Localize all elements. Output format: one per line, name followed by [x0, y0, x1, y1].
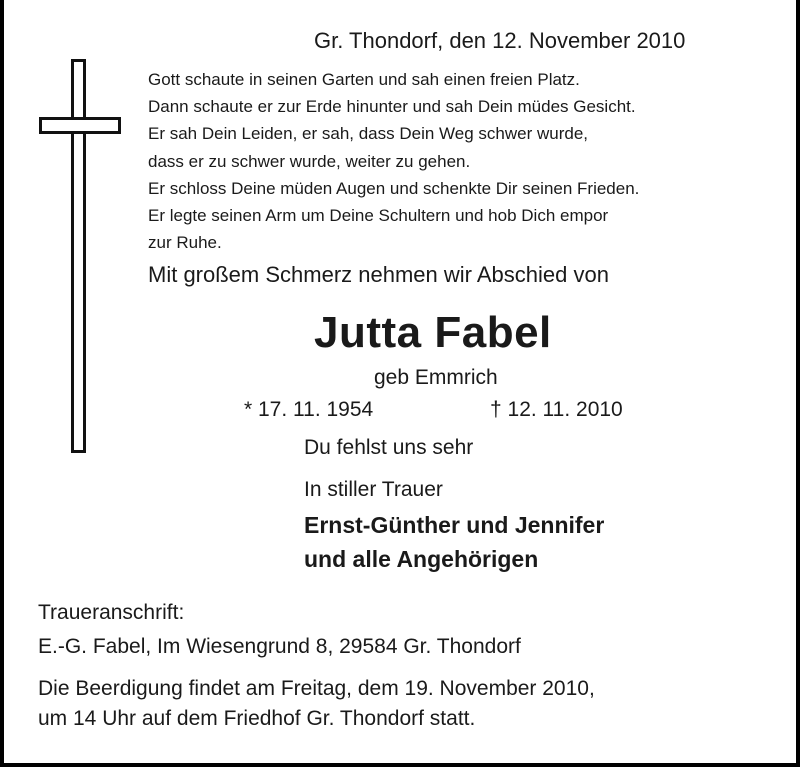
death-date: † 12. 11. 2010: [490, 398, 623, 421]
address-label: Traueranschrift:: [38, 601, 185, 624]
maiden-name: geb Emmrich: [374, 366, 498, 389]
funeral-info: [38, 674, 595, 734]
funeral-line: um 14 Uhr auf dem Friedhof Gr. Thondorf statt.: [38, 707, 476, 730]
funeral-line: Die Beerdigung findet am Freitag, dem 19. November 2010,: [38, 677, 595, 700]
poem-line: Gott schaute in seinen Garten und sah einen freien Platz.: [148, 70, 580, 89]
mourning-address: E.-G. Fabel, Im Wiesengrund 8, 29584 Gr. Thondorf: [38, 635, 521, 658]
mourner-line: und alle Angehörigen: [304, 546, 539, 572]
farewell-text: Mit großem Schmerz nehmen wir Abschied von: [148, 262, 609, 287]
miss-you-text: Du fehlst uns sehr: [304, 436, 474, 459]
poem-line: Er legte seinen Arm um Deine Schultern und hob Dich empor: [148, 206, 609, 226]
deceased-name: Jutta Fabel: [314, 308, 552, 357]
mourners-list: [304, 508, 604, 576]
poem-line: Er sah Dein Leiden, er sah, dass Dein Weg schwer wurde,: [148, 124, 589, 144]
poem-line: zur Ruhe.: [148, 233, 222, 253]
poem-line: dass er zu schwer wurde, weiter zu gehen.: [148, 151, 471, 171]
mourner-line: Ernst-Günther und Jennifer: [304, 512, 605, 538]
birth-date: * 17. 11. 1954: [244, 398, 374, 421]
poem-line: Dann schaute er zur Erde hinunter und sah Dein müdes Gesicht.: [148, 97, 636, 117]
place-date: Gr. Thondorf, den 12. November 2010: [314, 28, 686, 53]
mourning-intro: In stiller Trauer: [304, 478, 443, 501]
poem: [148, 66, 639, 256]
poem-line: Er schloss Deine müden Augen und schenkte Dir seinen Frieden.: [148, 178, 640, 198]
